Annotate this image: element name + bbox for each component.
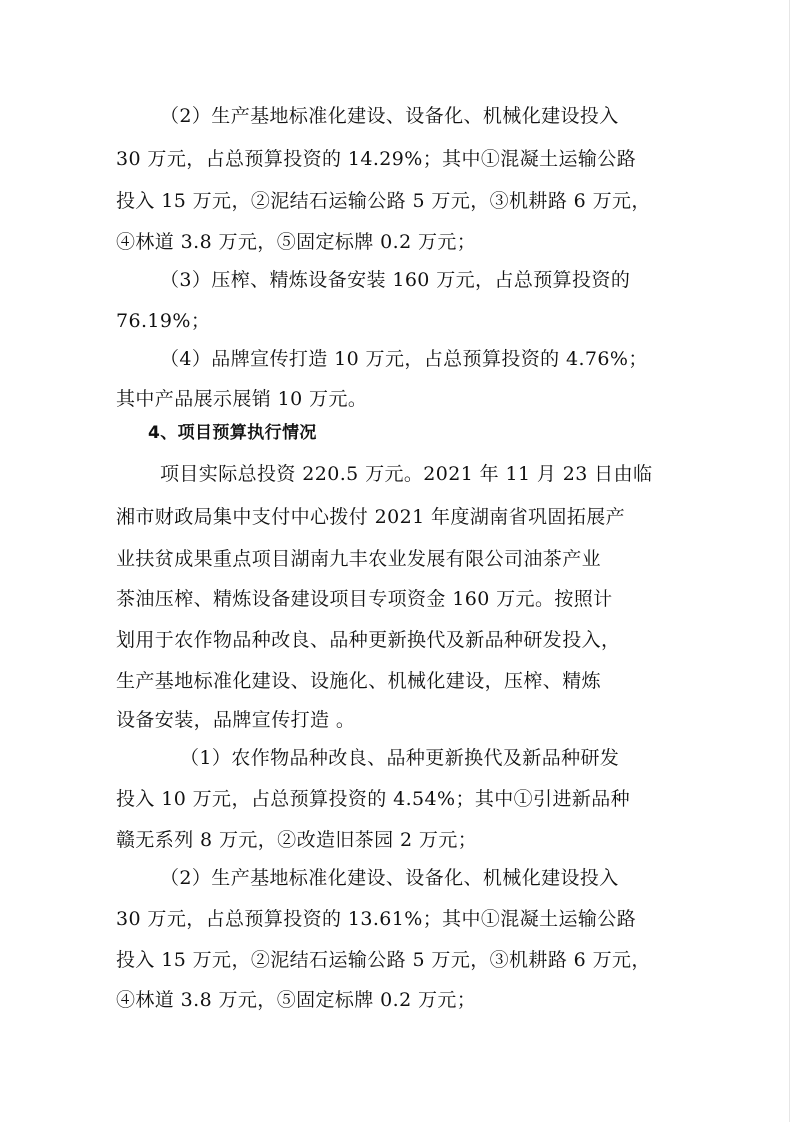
paragraph-3-line-1: （3）压榨、精炼设备安装 160 万元，占总预算投资的	[160, 269, 631, 291]
paragraph-2-line-4: ④林道 3.8 万元，⑤固定标牌 0.2 万元；	[116, 231, 477, 253]
item-1-line-3: 赣无系列 8 万元，②改造旧茶园 2 万元；	[116, 829, 478, 851]
page-edge	[789, 0, 790, 1122]
execution-paragraph-line-3: 业扶贫成果重点项目湖南九丰农业发展有限公司油茶产业	[116, 548, 602, 570]
execution-paragraph-line-6: 生产基地标准化建设、设施化、机械化建设，压榨、精炼	[116, 670, 602, 692]
item-2-line-1: （2）生产基地标准化建设、设备化、机械化建设投入	[160, 867, 619, 889]
item-1-line-1: （1）农作物品种改良、品种更新换代及新品种研发	[180, 747, 620, 769]
paragraph-2-line-2: 30 万元，占总预算投资的 14.29%；其中①混凝土运输公路	[116, 148, 637, 170]
execution-paragraph-line-2: 湘市财政局集中支付中心拨付 2021 年度湖南省巩固拓展产	[116, 506, 626, 528]
execution-paragraph-line-5: 划用于农作物品种改良、品种更新换代及新品种研发投入，	[116, 629, 621, 651]
item-2-line-3: 投入 15 万元，②泥结石运输公路 5 万元，③机耕路 6 万元，	[116, 949, 651, 971]
execution-paragraph-line-1: 项目实际总投资 220.5 万元。2021 年 11 月 23 日由临	[160, 463, 653, 485]
item-1-line-2: 投入 10 万元，占总预算投资的 4.54%；其中①引进新品种	[116, 788, 631, 810]
execution-paragraph-line-7: 设备安装，品牌宣传打造 。	[116, 709, 356, 731]
paragraph-2-line-1: （2）生产基地标准化建设、设备化、机械化建设投入	[160, 105, 619, 127]
paragraph-2-line-3: 投入 15 万元，②泥结石运输公路 5 万元，③机耕路 6 万元，	[116, 190, 651, 212]
item-2-line-4: ④林道 3.8 万元，⑤固定标牌 0.2 万元；	[116, 989, 477, 1011]
item-2-line-2: 30 万元，占总预算投资的 13.61%；其中①混凝土运输公路	[116, 908, 637, 930]
paragraph-4-line-2: 其中产品展示展销 10 万元。	[116, 388, 368, 410]
execution-paragraph-line-4: 茶油压榨、精炼设备建设项目专项资金 160 万元。按照计	[116, 588, 613, 610]
paragraph-3-line-2: 76.19%；	[116, 310, 211, 332]
paragraph-4-line-1: （4）品牌宣传打造 10 万元，占总预算投资的 4.76%；	[160, 348, 648, 370]
section-heading: 4、项目预算执行情况	[148, 423, 317, 443]
